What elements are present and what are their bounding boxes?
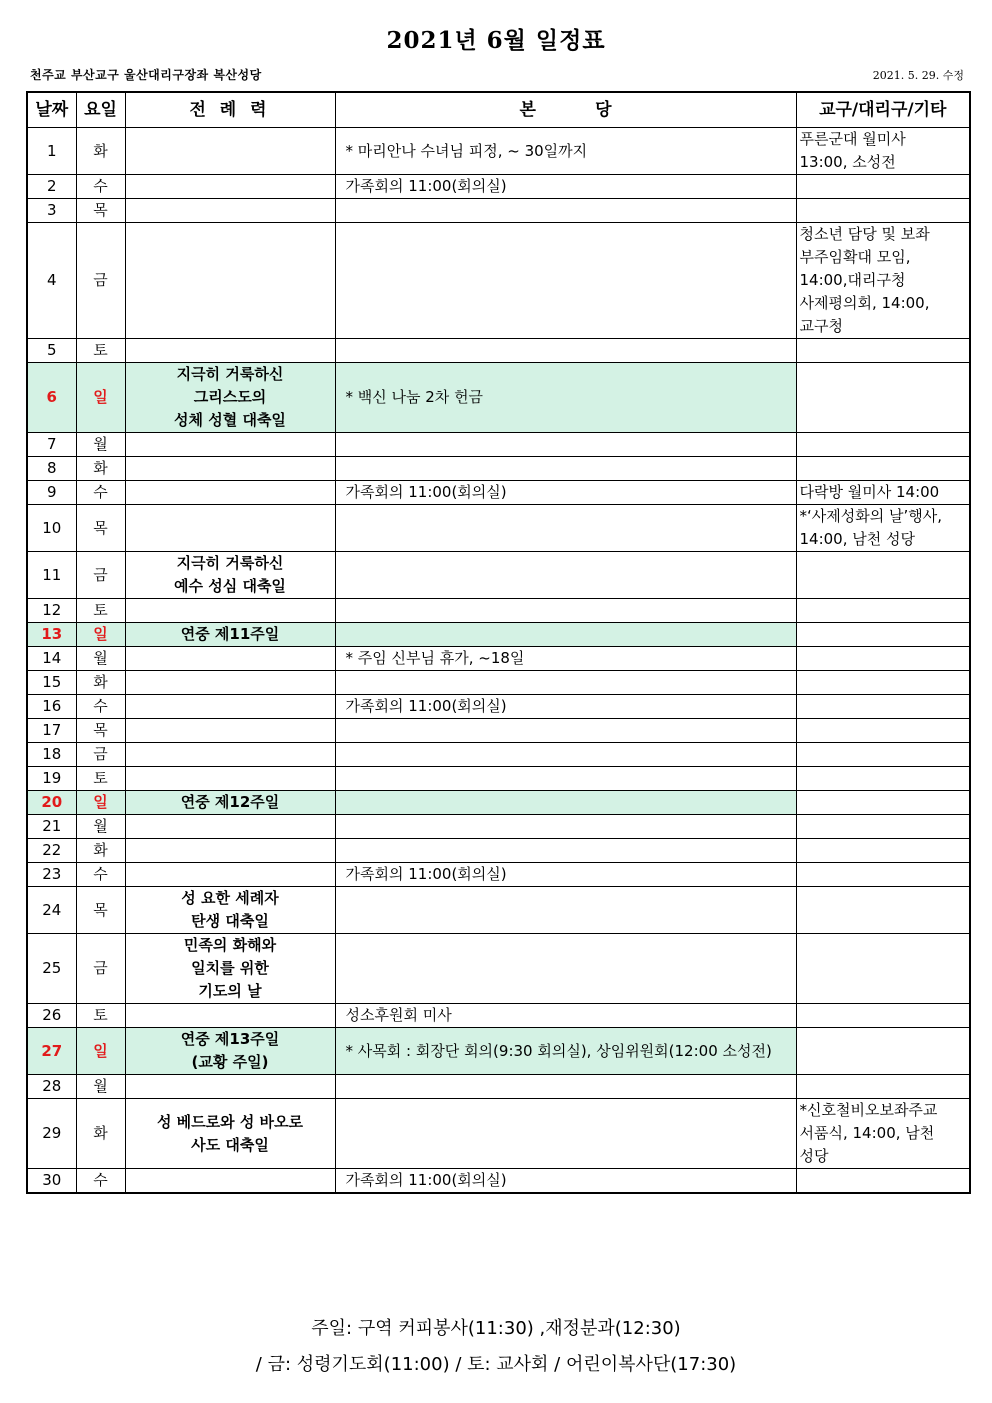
dow-cell: 수 [76, 863, 125, 887]
date-cell: 17 [27, 719, 76, 743]
liturgy-cell [125, 671, 335, 695]
diocese-event-cell [796, 863, 970, 887]
parish-event-cell [335, 743, 796, 767]
dow-cell: 일 [76, 623, 125, 647]
parish-event-cell: 가족회의 11:00(회의실) [335, 1169, 796, 1194]
table-row [27, 1028, 970, 1075]
diocese-event-cell [796, 934, 970, 1004]
parish-event-cell [335, 199, 796, 223]
liturgy-cell [125, 767, 335, 791]
liturgy-cell [125, 481, 335, 505]
diocese-event-cell [796, 815, 970, 839]
liturgy-cell [125, 505, 335, 552]
liturgy-cell [125, 863, 335, 887]
liturgy-cell [125, 223, 335, 339]
parish-event-cell [335, 339, 796, 363]
table-row [27, 339, 970, 363]
diocese-event-cell: *‘사제성화의 날’행사, 14:00, 남천 성당 [796, 505, 970, 552]
table-row [27, 1004, 970, 1028]
header-row [27, 92, 970, 128]
date-cell: 1 [27, 128, 76, 175]
parish-event-cell: 가족회의 11:00(회의실) [335, 695, 796, 719]
header-liturgy: 전 례 력 [125, 92, 335, 128]
parish-event-cell [335, 457, 796, 481]
diocese-event-cell [796, 1004, 970, 1028]
table-row [27, 767, 970, 791]
parish-event-cell [335, 887, 796, 934]
diocese-event-cell [796, 767, 970, 791]
dow-cell: 월 [76, 647, 125, 671]
liturgy-cell: 성 베드로와 성 바오로 사도 대축일 [125, 1099, 335, 1169]
date-cell: 13 [27, 623, 76, 647]
diocese-event-cell [796, 887, 970, 934]
liturgy-cell: 민족의 화해와 일치를 위한 기도의 날 [125, 934, 335, 1004]
table-row [27, 815, 970, 839]
dow-cell: 목 [76, 887, 125, 934]
dow-cell: 금 [76, 552, 125, 599]
diocese-event-cell [796, 433, 970, 457]
liturgy-cell: 성 요한 세례자 탄생 대축일 [125, 887, 335, 934]
schedule-table [26, 91, 971, 1194]
header-date: 날짜 [27, 92, 76, 128]
parish-event-cell [335, 599, 796, 623]
table-row [27, 599, 970, 623]
date-cell: 30 [27, 1169, 76, 1194]
parish-event-cell [335, 719, 796, 743]
liturgy-cell [125, 1004, 335, 1028]
liturgy-cell [125, 1169, 335, 1194]
dow-cell: 월 [76, 433, 125, 457]
date-cell: 26 [27, 1004, 76, 1028]
diocese-event-cell [796, 199, 970, 223]
date-cell: 4 [27, 223, 76, 339]
dow-cell: 토 [76, 339, 125, 363]
parish-event-cell [335, 433, 796, 457]
date-cell: 18 [27, 743, 76, 767]
date-cell: 23 [27, 863, 76, 887]
liturgy-cell [125, 839, 335, 863]
diocese-event-cell [796, 1169, 970, 1194]
dow-cell: 월 [76, 815, 125, 839]
parish-event-cell: * 마리안나 수녀님 피정, ~ 30일까지 [335, 128, 796, 175]
dow-cell: 목 [76, 719, 125, 743]
table-row [27, 671, 970, 695]
dow-cell: 화 [76, 128, 125, 175]
liturgy-cell: 연중 제12주일 [125, 791, 335, 815]
liturgy-cell [125, 695, 335, 719]
parish-event-cell: 가족회의 11:00(회의실) [335, 863, 796, 887]
parish-event-cell [335, 223, 796, 339]
table-row [27, 1099, 970, 1169]
liturgy-cell: 지극히 거룩하신 그리스도의 성체 성혈 대축일 [125, 363, 335, 433]
date-cell: 5 [27, 339, 76, 363]
liturgy-cell [125, 599, 335, 623]
dow-cell: 일 [76, 791, 125, 815]
diocese-event-cell [796, 839, 970, 863]
diocese-event-cell [796, 552, 970, 599]
table-row [27, 175, 970, 199]
liturgy-cell [125, 647, 335, 671]
table-row [27, 223, 970, 339]
table-row [27, 433, 970, 457]
diocese-event-cell [796, 457, 970, 481]
liturgy-cell: 연중 제11주일 [125, 623, 335, 647]
date-cell: 21 [27, 815, 76, 839]
liturgy-cell [125, 339, 335, 363]
dow-cell: 금 [76, 223, 125, 339]
date-cell: 16 [27, 695, 76, 719]
table-row [27, 791, 970, 815]
parish-event-cell [335, 839, 796, 863]
diocese-event-cell [796, 175, 970, 199]
table-row [27, 552, 970, 599]
parish-event-cell: * 백신 나눔 2차 헌금 [335, 363, 796, 433]
date-cell: 11 [27, 552, 76, 599]
liturgy-cell: 연중 제13주일 (교황 주일) [125, 1028, 335, 1075]
diocese-event-cell [796, 339, 970, 363]
date-cell: 12 [27, 599, 76, 623]
date-cell: 19 [27, 767, 76, 791]
table-row [27, 743, 970, 767]
page-title: 2021년 6월 일정표 [386, 27, 606, 54]
table-row [27, 623, 970, 647]
diocese-event-cell [796, 743, 970, 767]
liturgy-cell [125, 743, 335, 767]
liturgy-cell [125, 457, 335, 481]
dow-cell: 화 [76, 1099, 125, 1169]
parish-event-cell [335, 1075, 796, 1099]
diocese-event-cell [796, 599, 970, 623]
date-cell: 8 [27, 457, 76, 481]
diocese-event-cell: 푸른군대 월미사 13:00, 소성전 [796, 128, 970, 175]
liturgy-cell [125, 433, 335, 457]
liturgy-cell [125, 719, 335, 743]
date-cell: 20 [27, 791, 76, 815]
header-main: 본 당 [335, 92, 796, 128]
parish-event-cell [335, 815, 796, 839]
parish-event-cell: * 사목회 : 회장단 회의(9:30 회의실), 상임위원회(12:00 소성전) [335, 1028, 796, 1075]
diocese-event-cell [796, 695, 970, 719]
diocese-event-cell [796, 719, 970, 743]
date-cell: 28 [27, 1075, 76, 1099]
dow-cell: 토 [76, 1004, 125, 1028]
liturgy-cell: 지극히 거룩하신 예수 성심 대축일 [125, 552, 335, 599]
table-row [27, 1169, 970, 1194]
date-cell: 2 [27, 175, 76, 199]
date-cell: 24 [27, 887, 76, 934]
liturgy-cell [125, 199, 335, 223]
header-etc: 교구/대리구/기타 [796, 92, 970, 128]
date-cell: 27 [27, 1028, 76, 1075]
date-cell: 22 [27, 839, 76, 863]
date-cell: 3 [27, 199, 76, 223]
dow-cell: 금 [76, 934, 125, 1004]
parish-name: 천주교 부산교구 울산대리구장좌 복산성당 [30, 68, 262, 82]
dow-cell: 일 [76, 1028, 125, 1075]
diocese-event-cell [796, 1075, 970, 1099]
parish-event-cell [335, 552, 796, 599]
dow-cell: 수 [76, 175, 125, 199]
parish-event-cell: * 주임 신부님 휴가, ~18일 [335, 647, 796, 671]
table-row [27, 128, 970, 175]
table-row [27, 481, 970, 505]
table-row [27, 719, 970, 743]
date-cell: 29 [27, 1099, 76, 1169]
table-row [27, 887, 970, 934]
parish-event-cell [335, 791, 796, 815]
dow-cell: 화 [76, 457, 125, 481]
date-cell: 7 [27, 433, 76, 457]
date-cell: 10 [27, 505, 76, 552]
dow-cell: 수 [76, 481, 125, 505]
table-row [27, 695, 970, 719]
parish-event-cell [335, 671, 796, 695]
table-row [27, 934, 970, 1004]
table-row [27, 505, 970, 552]
diocese-event-cell [796, 647, 970, 671]
dow-cell: 화 [76, 839, 125, 863]
diocese-event-cell: 다락방 월미사 14:00 [796, 481, 970, 505]
parish-event-cell: 성소후원회 미사 [335, 1004, 796, 1028]
dow-cell: 수 [76, 1169, 125, 1194]
dow-cell: 월 [76, 1075, 125, 1099]
diocese-event-cell [796, 671, 970, 695]
parish-event-cell [335, 623, 796, 647]
dow-cell: 목 [76, 505, 125, 552]
parish-event-cell [335, 1099, 796, 1169]
diocese-event-cell: 청소년 담당 및 보좌 부주임확대 모임, 14:00,대리구청 사제평의회, 14:00, 교구청 [796, 223, 970, 339]
dow-cell: 일 [76, 363, 125, 433]
dow-cell: 토 [76, 767, 125, 791]
liturgy-cell [125, 175, 335, 199]
date-cell: 9 [27, 481, 76, 505]
liturgy-cell [125, 1075, 335, 1099]
revision-date: 2021. 5. 29. 수정 [872, 69, 964, 82]
diocese-event-cell [796, 363, 970, 433]
table-row [27, 647, 970, 671]
header-dow: 요일 [76, 92, 125, 128]
table-row [27, 457, 970, 481]
table-row [27, 839, 970, 863]
diocese-event-cell [796, 791, 970, 815]
dow-cell: 금 [76, 743, 125, 767]
table-row [27, 1075, 970, 1099]
table-row [27, 363, 970, 433]
table-row [27, 863, 970, 887]
diocese-event-cell [796, 1028, 970, 1075]
parish-event-cell [335, 934, 796, 1004]
liturgy-cell [125, 815, 335, 839]
liturgy-cell [125, 128, 335, 175]
dow-cell: 목 [76, 199, 125, 223]
date-cell: 25 [27, 934, 76, 1004]
dow-cell: 토 [76, 599, 125, 623]
parish-event-cell [335, 767, 796, 791]
footer-line-2: / 금: 성령기도회(11:00) / 토: 교사회 / 어린이복사단(17:30) [255, 1354, 737, 1375]
parish-event-cell: 가족회의 11:00(회의실) [335, 175, 796, 199]
dow-cell: 수 [76, 695, 125, 719]
date-cell: 6 [27, 363, 76, 433]
diocese-event-cell: *신호철비오보좌주교 서품식, 14:00, 남천 성당 [796, 1099, 970, 1169]
parish-event-cell [335, 505, 796, 552]
diocese-event-cell [796, 623, 970, 647]
footer-line-1: 주일: 구역 커피봉사(11:30) ,재정분과(12:30) [311, 1318, 681, 1339]
dow-cell: 화 [76, 671, 125, 695]
date-cell: 15 [27, 671, 76, 695]
date-cell: 14 [27, 647, 76, 671]
table-row [27, 199, 970, 223]
parish-event-cell: 가족회의 11:00(회의실) [335, 481, 796, 505]
